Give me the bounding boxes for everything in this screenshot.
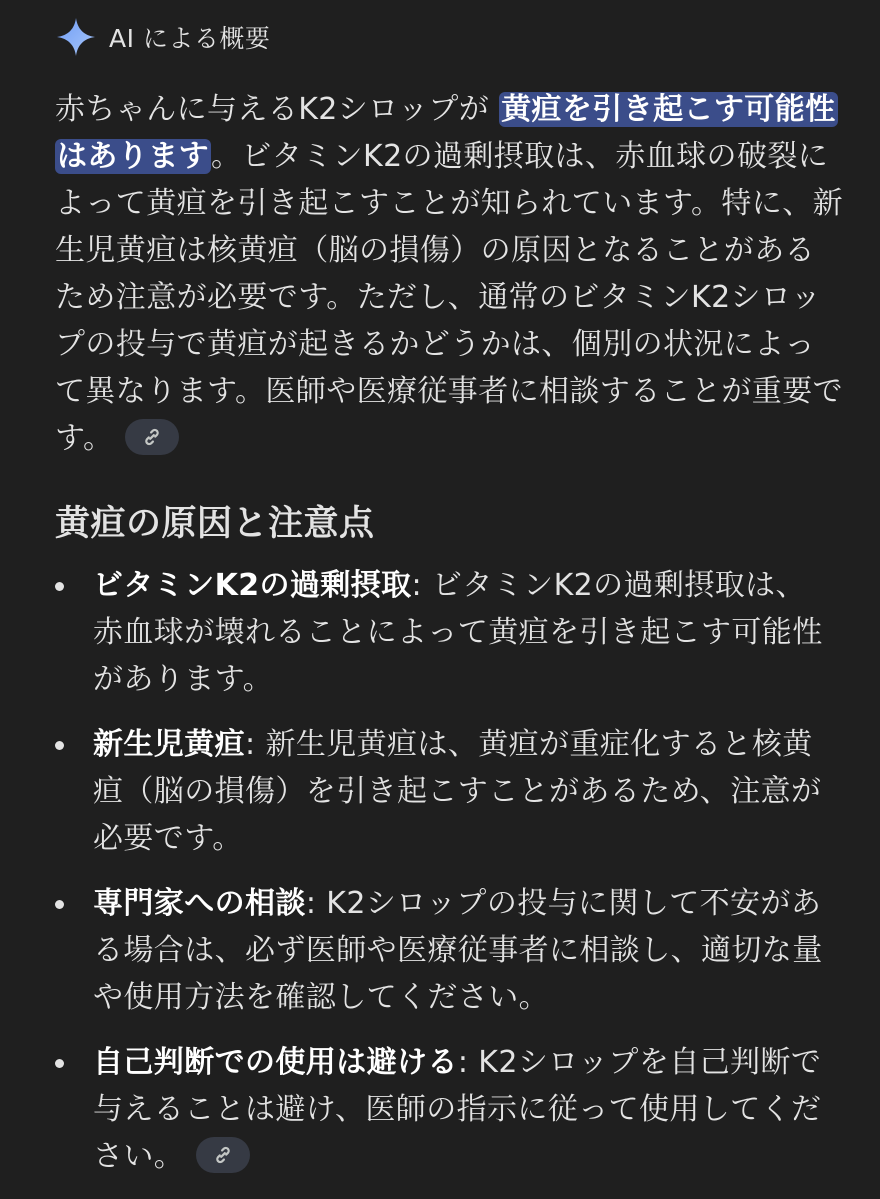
link-icon	[141, 426, 163, 448]
list-item-term: 自己判断での使用は避ける	[93, 1045, 458, 1080]
list-item-term: 新生児黄疸	[93, 727, 245, 762]
list-item-text: : K2シロップを自己判断で与えることは避け、医師の指示に従って使用してください。	[93, 1045, 822, 1174]
link-icon	[212, 1144, 234, 1166]
section-title: 黄疸の原因と注意点	[55, 504, 375, 544]
list-item-text: : ビタミンK2の過剰摂取は、赤血球が壊れることによって黄疸を引き起こす可能性があります。	[93, 568, 823, 697]
summary-paragraph	[55, 86, 845, 462]
summary-text-after: 。ビタミンK2の過剰摂取は、赤血球の破裂によって黄疸を引き起こすことが知られています。特に、新生児黄疸は核黄疸（脳の損傷）の原因となることがあるため注意が必要です。ただし、通常のビタミンK2シロップの投与で黄疸が起きるかどうかは、個別の状況によって異なります。医師や医療従事者に相談することが重要です。	[55, 139, 843, 456]
source-link-button[interactable]	[125, 419, 179, 455]
ai-overview-title: AI による概要	[109, 24, 271, 53]
list-item-text: : 新生児黄疸は、黄疸が重症化すると核黄疸（脳の損傷）を引き起こすことがあるため、注意が必要です。	[93, 727, 822, 856]
list-item	[55, 1039, 830, 1180]
source-link-button[interactable]	[196, 1137, 250, 1173]
bullet-dot	[55, 1059, 64, 1068]
summary-highlight: 黄疸を引き起こす可能性はあります	[57, 92, 836, 174]
list-item	[55, 721, 830, 862]
list-item	[55, 880, 830, 1021]
ai-overview-header	[55, 15, 270, 59]
points-list	[55, 562, 830, 1198]
list-item-text: : K2シロップの投与に関して不安がある場合は、必ず医師や医療従事者に相談し、適切な量や使用方法を確認してください。	[93, 886, 823, 1015]
list-item	[55, 562, 830, 703]
summary-text-before: 赤ちゃんに与えるK2シロップが	[55, 92, 500, 127]
bullet-dot	[55, 582, 64, 591]
list-item-term: 専門家への相談	[93, 886, 306, 921]
sparkle-icon	[55, 16, 97, 58]
bullet-dot	[55, 741, 64, 750]
list-item-term: ビタミンK2の過剰摂取	[93, 568, 412, 603]
bullet-dot	[55, 900, 64, 909]
